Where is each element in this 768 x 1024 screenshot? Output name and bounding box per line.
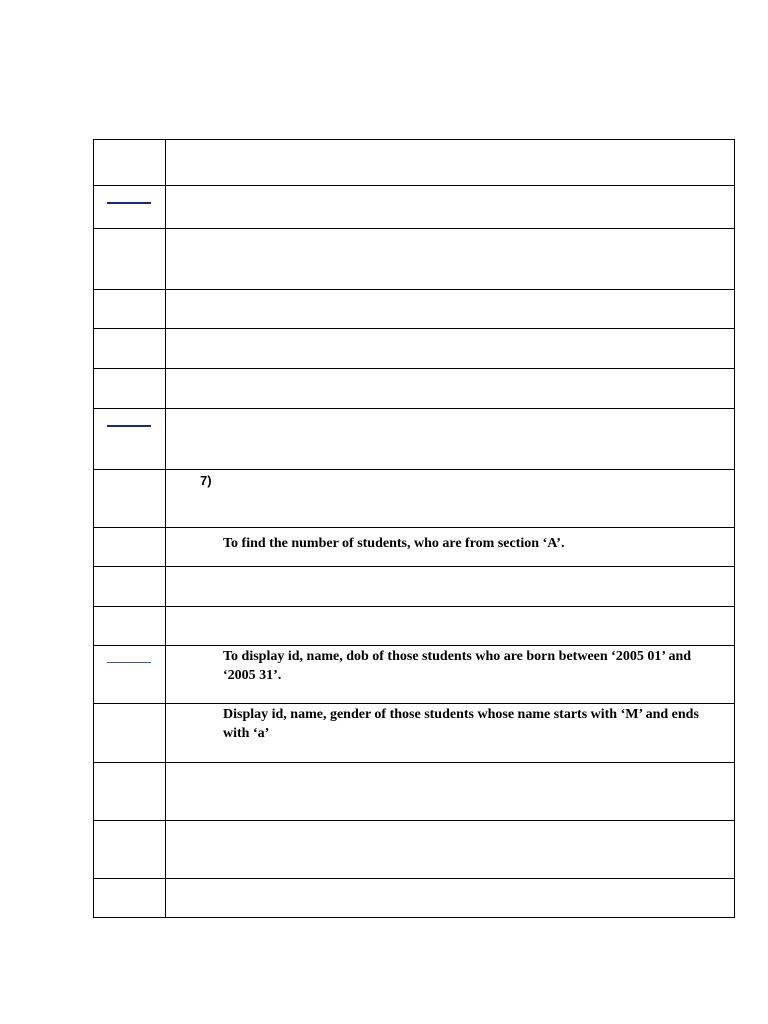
- table-row: [94, 646, 735, 704]
- row-text: [166, 763, 734, 769]
- row-marker-cell: [94, 470, 166, 528]
- row-marker-cell: [94, 528, 166, 567]
- row-marker-cell: [94, 704, 166, 763]
- row-marker-cell: [94, 186, 166, 229]
- row-text: [166, 369, 734, 375]
- question-text: Display id, name, gender of those students whose name starts with ‘M’ and ends with ‘a’: [223, 707, 699, 741]
- row-text-cell: [166, 329, 735, 369]
- question-table: [93, 139, 735, 918]
- row-text-cell: [166, 646, 735, 704]
- row-text-cell: [166, 704, 735, 763]
- hyperlink-underline[interactable]: [107, 662, 151, 663]
- row-text: [166, 329, 734, 335]
- table-row: [94, 369, 735, 409]
- row-text: [166, 607, 734, 613]
- row-marker-cell: [94, 646, 166, 704]
- table-row: [94, 409, 735, 470]
- table-row: [94, 567, 735, 607]
- row-marker-cell: [94, 229, 166, 290]
- row-text-cell: [166, 409, 735, 470]
- table-row: [94, 470, 735, 528]
- row-text: [166, 229, 734, 235]
- table-row: [94, 763, 735, 821]
- table-row: [94, 140, 735, 186]
- question-number: 7): [200, 473, 212, 488]
- row-marker-cell: [94, 369, 166, 409]
- row-text: [166, 879, 734, 885]
- hyperlink-underline[interactable]: [107, 425, 151, 427]
- row-text: [166, 290, 734, 296]
- row-text: [166, 567, 734, 573]
- table-row: [94, 229, 735, 290]
- row-marker-cell: [94, 290, 166, 329]
- row-marker-cell: [94, 409, 166, 470]
- row-text: [166, 140, 734, 146]
- row-text-cell: [166, 567, 735, 607]
- row-text: [166, 409, 734, 415]
- row-text-cell: [166, 369, 735, 409]
- hyperlink-underline[interactable]: [107, 202, 151, 204]
- table-row: [94, 607, 735, 646]
- row-text-cell: [166, 186, 735, 229]
- table-row: [94, 821, 735, 879]
- table-row: [94, 186, 735, 229]
- row-text-cell: [166, 229, 735, 290]
- row-text-cell: [166, 763, 735, 821]
- table-row: [94, 290, 735, 329]
- row-marker-cell: [94, 140, 166, 186]
- table-row: [94, 879, 735, 918]
- question-text: To display id, name, dob of those students who are born between ‘2005 01’ and ‘2005 31’.: [223, 649, 692, 683]
- row-marker-cell: [94, 763, 166, 821]
- row-marker-cell: [94, 329, 166, 369]
- question-text: To find the number of students, who are from section ‘A’.: [223, 536, 565, 551]
- row-text-cell: [166, 140, 735, 186]
- table-row: [94, 329, 735, 369]
- row-text-cell: [166, 879, 735, 918]
- row-marker-cell: [94, 821, 166, 879]
- row-marker-cell: [94, 567, 166, 607]
- row-text: [166, 186, 734, 192]
- row-text-cell: [166, 290, 735, 329]
- row-text: [166, 821, 734, 827]
- table-row: [94, 704, 735, 763]
- row-text-cell: [166, 528, 735, 567]
- row-marker-cell: [94, 879, 166, 918]
- row-marker-cell: [94, 607, 166, 646]
- row-text-cell: [166, 821, 735, 879]
- row-text-cell: [166, 607, 735, 646]
- table-row: [94, 528, 735, 567]
- row-text-cell: [166, 470, 735, 528]
